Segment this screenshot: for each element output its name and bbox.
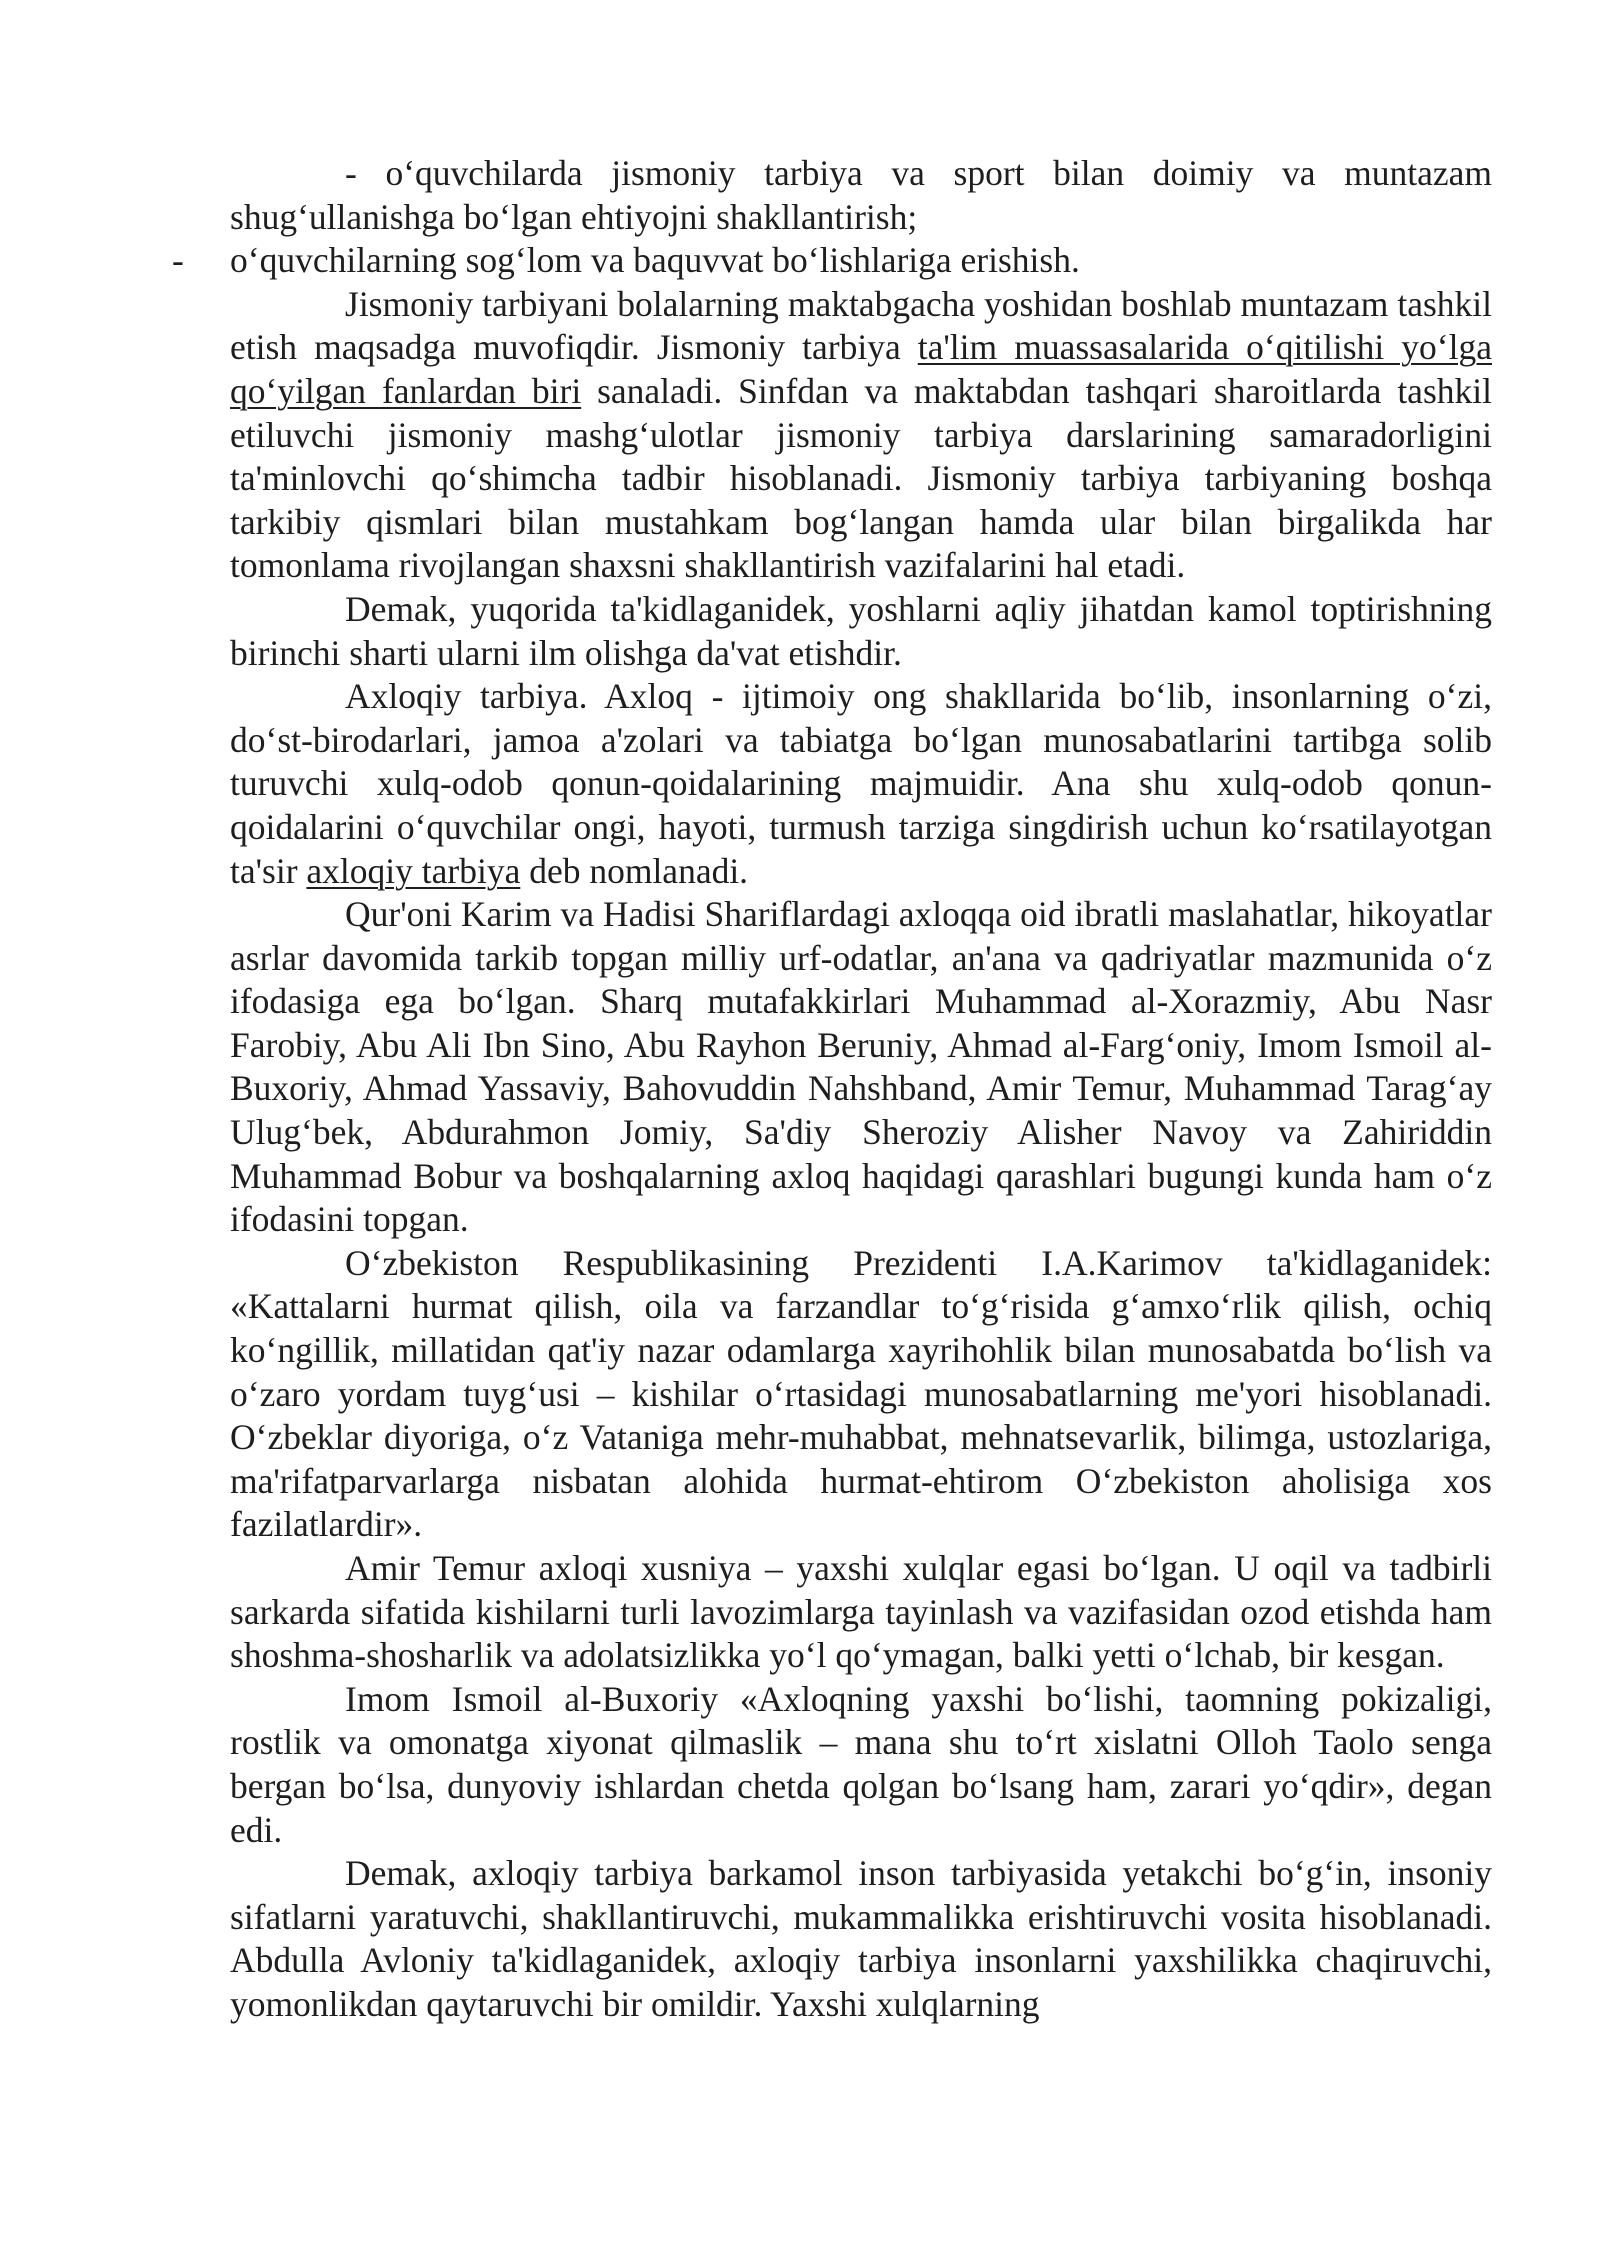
document-page [172,152,1492,2027]
paragraph-7: O‘zbekiston Respublikasining Prezidenti I.A.Karimov ta'kidlaganidek: «Kattalarni hurmat qilish, oila va farzandlar to‘g‘risida g‘amxo‘rlik qilish, ochiq ko‘ngillik, millatidan qat'iy nazar odamlarga xayrihohlik bilan munosabatda bo‘lish va o‘zaro yordam tuyg‘usi – kishilar o‘rtasidagi munosabatlarning me'yori hisoblanadi. O‘zbeklar diyoriga, o‘z Vataniga mehr-muhabbat, mehnatsevarlik, bilimga, ustozlariga, ma'rifatparvarlarga nisbatan alohida hurmat-ehtirom O‘zbekiston aholisiga xos fazilatlardir». [230,1242,1492,1545]
paragraph-9: Imom Ismoil al-Buxoriy «Axloqning yaxshi bo‘lishi, taomning pokizaligi, rostlik va omonatga xiyonat qilmaslik – mana shu to‘rt xislatni Olloh Taolo senga bergan bo‘lsa, dunyoviy ishlardan chetda qolgan bo‘lsang ham, zarari yo‘qdir», degan edi. [230,1678,1492,1850]
bullet-text: o‘quvchilarning sog‘lom va baquvvat bo‘lishlariga erishish. [230,240,1080,281]
paragraph-5-text-before: Axloqiy tarbiya. Axloq - ijtimoiy ong shakllarida bo‘lib, insonlarning o‘zi, do‘st-birodarlari, jamoa a'zolari va tabiatga bo‘lgan munosabatlarini tartibga solib turuvchi xulq-odob qonun-qoidalarining majmuidir. Ana shu xulq-odob qonun-qoidalarini o‘quvchilar ongi, hayoti, turmush tarziga singdirish uchun ko‘rsatilayotgan ta'sir [230,676,1492,891]
paragraph-5-text-after: deb nomlanadi. [520,850,749,891]
paragraph-3-text-after: sanaladi. Sinfdan va maktabdan tashqari sharoitlarda tashkil etiluvchi jismoniy mashg‘ulotlar jismoniy tarbiya darslarining samaradorligini ta'minlovchi qo‘shimcha tadbir hisoblanadi. Jismoniy tarbiya tarbiyaning boshqa tarkibiy qismlari bilan mustahkam bog‘langan hamda ular bilan birgalikda har tomonlama rivojlangan shaxsni shakllantirish vazifalarini hal etadi. [230,370,1492,586]
underlined-phrase-education-institutions: ta'lim muassasalarida o‘qitilishi yo‘lga qo‘yilgan fanlardan biri [230,327,1492,411]
underlined-phrase-moral-education: axloqiy tarbiya [306,850,521,891]
paragraph-4: Demak, yuqorida ta'kidlaganidek, yoshlarni aqliy jihatdan kamol toptirishning birinchi sharti ularni ilm olishga da'vat etishdir. [230,588,1492,673]
paragraph-3-text-before: Jismoniy tarbiyani bolalarning maktabgacha yoshidan boshlab muntazam tashkil etish maqsadga muvofiqdir. Jismoniy tarbiya [230,283,1492,368]
bullet-item [172,239,1492,283]
paragraph-8: Amir Temur axloqi xusniya – yaxshi xulqlar egasi bo‘lgan. U oqil va tadbirli sarkarda sifatida kishilarni turli lavozimlarga tayinlash va vazifasidan ozod etishda ham shoshma-shosharlik va adolatsizlikka yo‘l qo‘ymagan, balki yetti o‘lchab, bir kesgan. [230,1548,1492,1676]
paragraph-6: Qur'oni Karim va Hadisi Shariflardagi axloqqa oid ibratli maslahatlar, hikoyatlar asrlar davomida tarkib topgan milliy urf-odatlar, an'ana va qadriyatlar mazmunida o‘z ifodasiga ega bo‘lgan. Sharq mutafakkirlari Muhammad al-Xorazmiy, Abu Nasr Farobiy, Abu Ali Ibn Sino, Abu Rayhon Beruniy, Ahmad al-Farg‘oniy, Imom Ismoil al-Buxoriy, Ahmad Yassaviy, Bahovuddin Nahshband, Amir Temur, Muhammad Tarag‘ay Ulug‘bek, Abdurahmon Jomiy, Sa'diy Sheroziy Alisher Navoy va Zahiriddin Muhammad Bobur va boshqalarning axloq haqidagi qarashlari bugungi kunda ham o‘z ifodasini topgan. [230,894,1492,1240]
paragraph-1: - o‘quvchilarda jismoniy tarbiya va sport bilan doimiy va muntazam shug‘ullanishga bo‘lgan ehtiyojni shakllantirish; [230,153,1492,237]
paragraph-5 [230,675,1492,893]
paragraph-10: Demak, axloqiy tarbiya barkamol inson tarbiyasida yetakchi bo‘g‘in, insoniy sifatlarni yaratuvchi, shakllantiruvchi, mukammalikka erishtiruvchi vosita hisoblanadi. Abdulla Avloniy ta'kidlaganidek, axloqiy tarbiya insonlarni yaxshilikka chaqiruvchi, yomonlikdan qaytaruvchi bir omildir. Yaxshi xulqlarning [230,1853,1492,2024]
paragraph-3 [230,283,1492,588]
bullet-dash: - [172,240,184,281]
